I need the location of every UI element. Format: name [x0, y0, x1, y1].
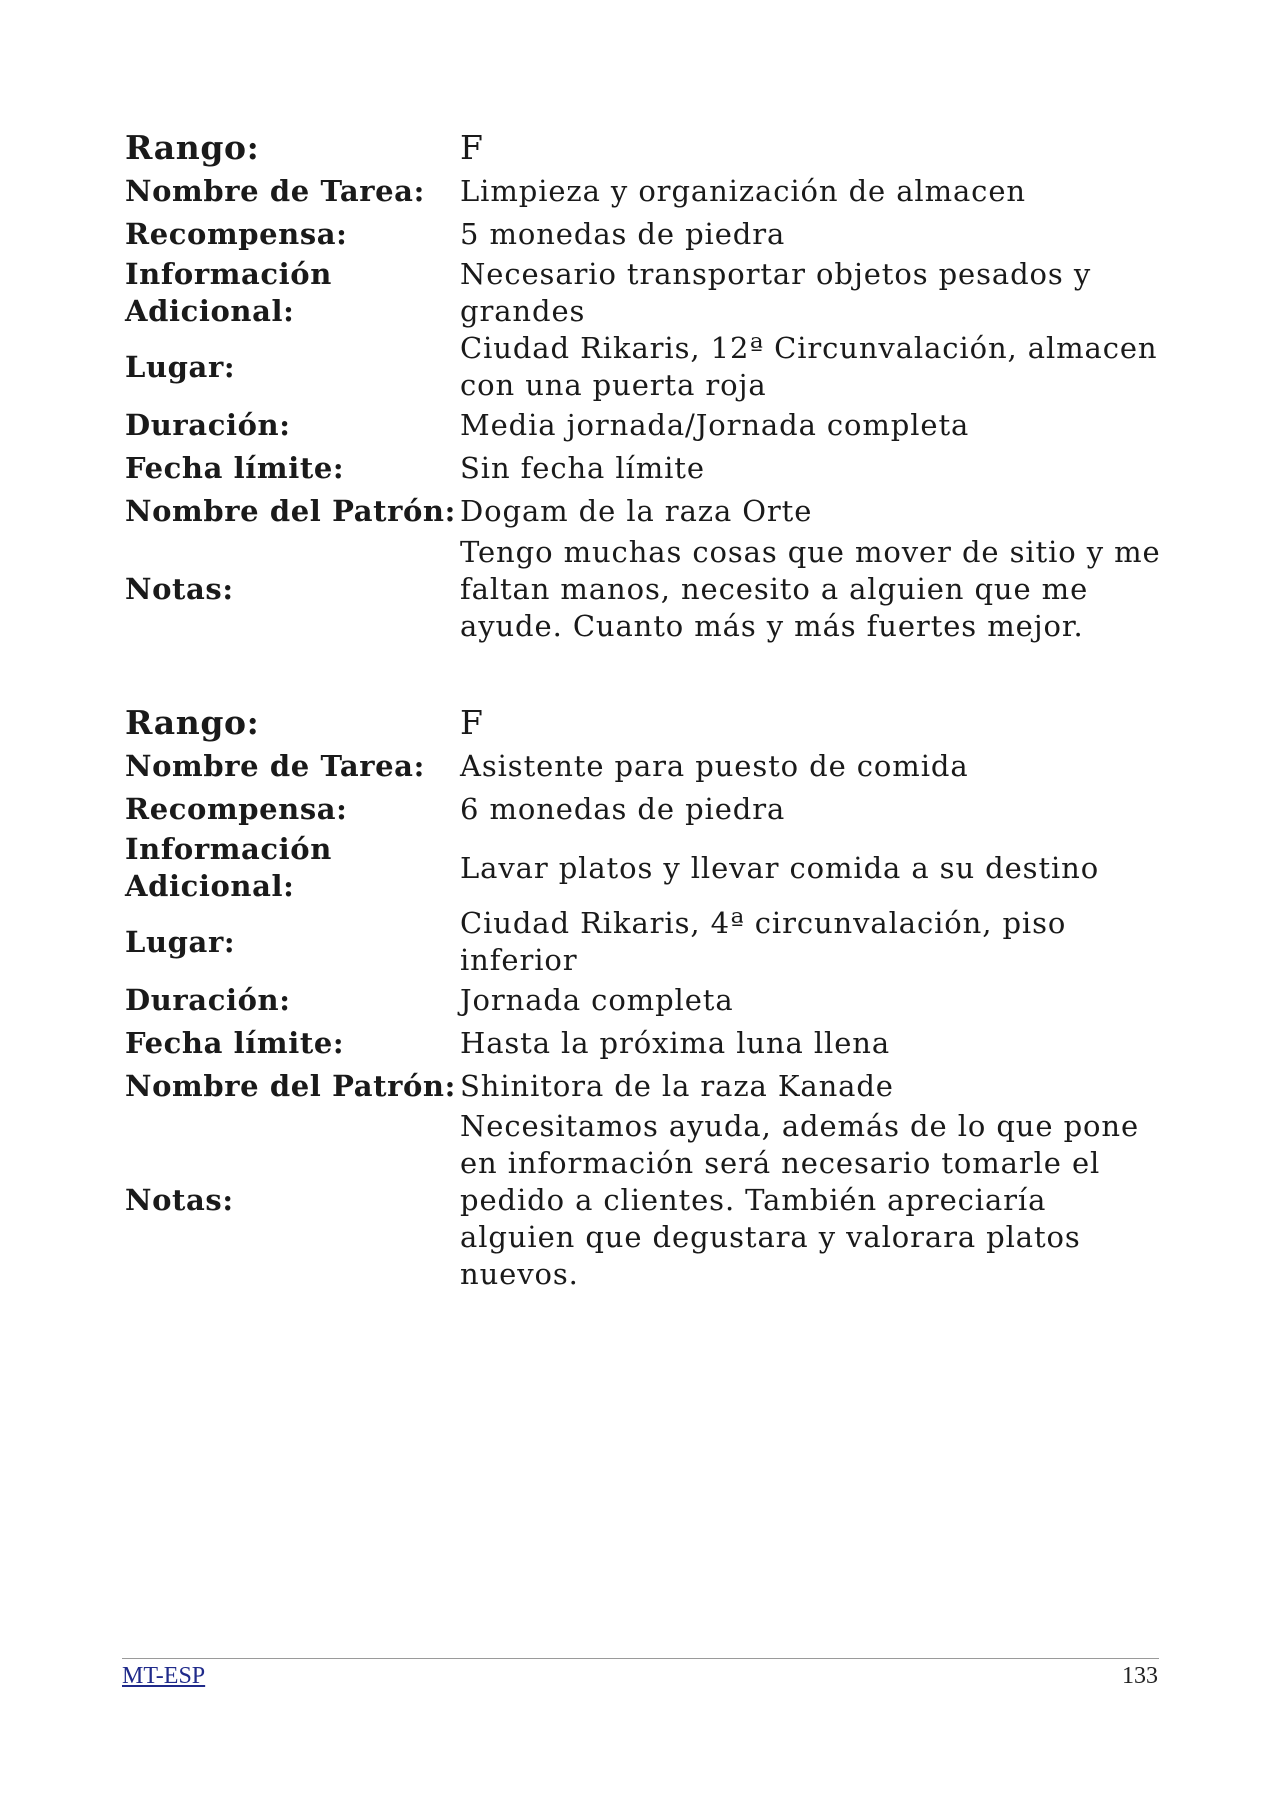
notes-value: Necesitamos ayuda, además de lo que pone en información será necesario tomarle el pedido a clientes. También apreciaría alguien que degustara y valorara platos nuevos. [460, 1109, 1140, 1291]
patron-value: Dogam de la raza Orte [460, 494, 813, 528]
patron-label: Nombre del Patrón: [125, 494, 456, 528]
duration-label: Duración: [125, 408, 291, 442]
task-card-2 [125, 701, 1165, 1293]
footer-divider [122, 1658, 1159, 1659]
rango-label: Rango: [125, 128, 260, 167]
reward-row [125, 213, 1165, 256]
notes-row [125, 1108, 1165, 1293]
place-value: Ciudad Rikaris, 4ª circunvalación, piso inferior [460, 906, 1067, 977]
extra-info-label: Información Adicional: [125, 257, 332, 328]
patron-label: Nombre del Patrón: [125, 1069, 456, 1103]
reward-label: Recompensa: [125, 792, 348, 826]
duration-row [125, 979, 1165, 1022]
place-label: Lugar: [125, 924, 236, 959]
deadline-label: Fecha límite: [125, 1026, 345, 1060]
notes-label: Notas: [125, 571, 234, 606]
task-name-row [125, 745, 1165, 788]
reward-value: 5 monedas de piedra [460, 217, 786, 251]
rango-value: F [460, 128, 484, 167]
notes-row [125, 533, 1165, 645]
task-name-value: Limpieza y organización de almacen [460, 174, 1026, 208]
rango-label: Rango: [125, 703, 260, 742]
deadline-value: Hasta la próxima luna llena [460, 1026, 891, 1060]
rango-value: F [460, 703, 484, 742]
duration-row [125, 404, 1165, 447]
duration-value: Media jornada/Jornada completa [460, 408, 970, 442]
rango-row [125, 701, 1165, 745]
patron-row [125, 490, 1165, 533]
notes-value: Tengo muchas cosas que mover de sitio y me faltan manos, necesito a alguien que me ayude. Cuanto más y más fuertes mejor. [460, 534, 1161, 643]
deadline-row [125, 447, 1165, 490]
notes-label: Notas: [125, 1183, 234, 1217]
place-row [125, 905, 1165, 979]
footer-link[interactable]: MT-ESP [122, 1663, 206, 1689]
rango-row [125, 126, 1165, 170]
patron-value: Shinitora de la raza Kanade [460, 1069, 894, 1103]
deadline-value: Sin fecha límite [460, 451, 705, 485]
task-card-1 [125, 126, 1165, 645]
extra-info-value: Necesario transportar objetos pesados y grandes [460, 257, 1092, 328]
place-row [125, 330, 1165, 404]
place-label: Lugar: [125, 349, 236, 384]
deadline-row [125, 1022, 1165, 1065]
patron-row [125, 1065, 1165, 1108]
extra-info-value: Lavar platos y llevar comida a su destino [460, 850, 1100, 885]
task-name-label: Nombre de Tarea: [125, 174, 425, 208]
place-value: Ciudad Rikaris, 12ª Circunvalación, almacen con una puerta roja [460, 331, 1158, 402]
deadline-label: Fecha límite: [125, 451, 345, 485]
task-name-label: Nombre de Tarea: [125, 749, 425, 783]
extra-info-row [125, 831, 1165, 905]
reward-label: Recompensa: [125, 217, 348, 251]
extra-info-row [125, 256, 1165, 330]
extra-info-label: Información Adicional: [125, 832, 332, 903]
reward-row [125, 788, 1165, 831]
reward-value: 6 monedas de piedra [460, 792, 786, 826]
duration-label: Duración: [125, 983, 291, 1017]
task-name-value: Asistente para puesto de comida [460, 749, 969, 783]
duration-value: Jornada completa [460, 983, 734, 1017]
page-number: 133 [1122, 1663, 1158, 1689]
task-name-row [125, 170, 1165, 213]
